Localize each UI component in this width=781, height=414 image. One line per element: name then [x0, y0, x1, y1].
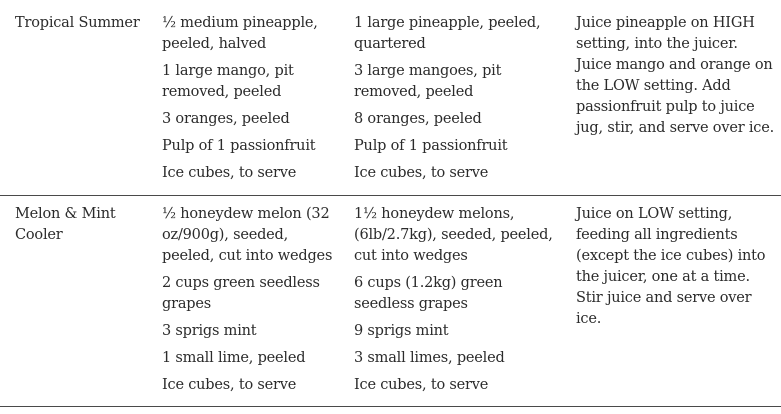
ingredient-item: Ice cubes, to serve — [354, 165, 489, 181]
ingredient-item: Ice cubes, to serve — [162, 165, 297, 181]
ingredient-item: 3 oranges, peeled — [162, 111, 290, 127]
ingredient-item: 3 small limes, peeled — [354, 350, 505, 366]
ingredient-item: 3 large mangoes, pit removed, peeled — [354, 63, 502, 100]
ingredient-item: 1 large pineapple, peeled, quartered — [354, 15, 541, 52]
ingredients-single-cell — [148, 0, 340, 195]
method-cell — [562, 0, 781, 195]
ingredient-item: Pulp of 1 passionfruit — [354, 138, 508, 154]
ingredient-item: 3 sprigs mint — [162, 323, 257, 339]
ingredient-item: Pulp of 1 passionfruit — [162, 138, 316, 154]
ingredient-item: 1½ honeydew melons, (6lb/2.7kg), seeded, peeled, cut into wedges — [354, 206, 553, 264]
recipe-name-cell — [0, 196, 148, 406]
ingredients-single-cell — [148, 196, 340, 406]
ingredient-item: ½ medium pineapple, peeled, halved — [162, 15, 318, 52]
recipe-name: Melon & Mint Cooler — [15, 206, 116, 243]
ingredient-item: 2 cups green seedless grapes — [162, 275, 320, 312]
ingredient-item: 8 oranges, peeled — [354, 111, 482, 127]
ingredient-item: 9 sprigs mint — [354, 323, 449, 339]
recipe-row-melon-mint-cooler — [0, 196, 781, 407]
ingredients-large-cell — [340, 196, 562, 406]
ingredient-item: 6 cups (1.2kg) green seedless grapes — [354, 275, 503, 312]
method-cell — [562, 196, 781, 406]
ingredient-item: 1 small lime, peeled — [162, 350, 306, 366]
ingredient-item: Ice cubes, to serve — [354, 377, 489, 393]
ingredient-item: 1 large mango, pit removed, peeled — [162, 63, 294, 100]
ingredient-item: ½ honeydew melon (32 oz/900g), seeded, peeled, cut into wedges — [162, 206, 333, 264]
method-text: Juice on LOW setting, feeding all ingredients (except the ice cubes) into the juicer, one at a time. Stir juice and serve over ice. — [576, 206, 766, 327]
ingredient-item: Ice cubes, to serve — [162, 377, 297, 393]
recipe-name: Tropical Summer — [15, 15, 140, 31]
method-text: Juice pineapple on HIGH setting, into the juicer. Juice mango and orange on the LOW setting. Add passionfruit pulp to juice jug, stir, and serve over ice. — [576, 15, 774, 136]
ingredients-large-cell — [340, 0, 562, 195]
recipe-row-tropical-summer — [0, 0, 781, 196]
recipe-name-cell — [0, 0, 148, 195]
